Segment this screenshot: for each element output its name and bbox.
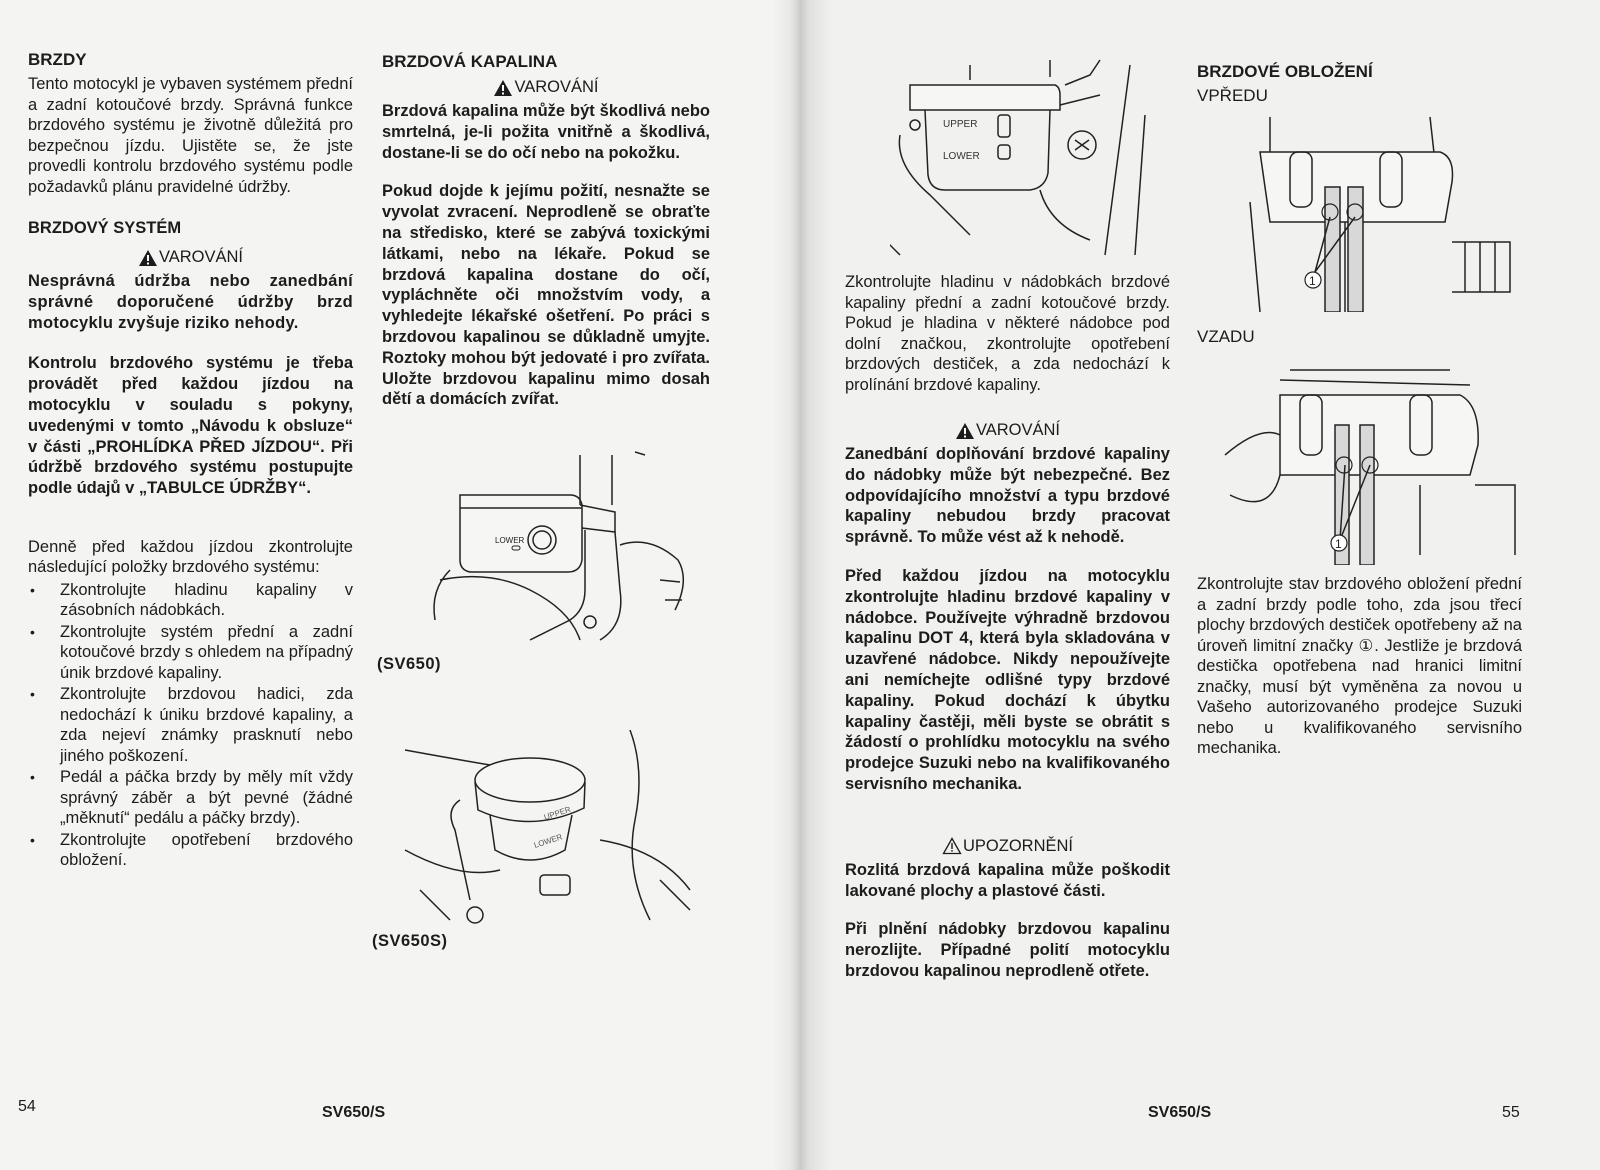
brakes-heading: BRZDY	[28, 50, 87, 69]
front-brake-pads-figure	[1230, 112, 1520, 312]
pads-text-block	[1197, 574, 1522, 759]
rear-label: VZADU	[1197, 327, 1255, 346]
warning-triangle-icon	[955, 422, 975, 440]
lower-mark-label: LOWER	[532, 832, 564, 850]
upper-mark-label: UPPER	[943, 119, 978, 130]
reservoir-drawing	[400, 730, 700, 930]
daily-check-intro: Denně před každou jízdou zkontrolujte následující položky brzdového systému:	[28, 537, 353, 577]
warning-label-text: VAROVÁNÍ	[975, 421, 1061, 439]
list-item: • Pedál a páčka brzdy by měly mít vždy správný záběr a být pevné (žádné „měknutí“ pedálu a páčky brzdy).	[28, 767, 353, 829]
warning-label-1	[28, 248, 353, 267]
model-label-left: SV650/S	[322, 1104, 386, 1121]
brake-system-heading: BRZDOVÝ SYSTÉM	[28, 219, 182, 237]
brake-control-text: Kontrolu brzdového systému je třeba provádět před každou jízdou na motocyklu v souladu s pokyny, uvedenými v tomto „Návodu k obsluze“ v části „PROHLÍDKA PŘED JÍZDOU“. Při údržbě brzdového systému postupujte podle údajů v „TABULCE ÚDRŽBY“.	[28, 354, 353, 498]
warning-label-2	[382, 78, 710, 97]
left-column-1	[28, 50, 353, 872]
wear-limit-marker: 1	[1335, 537, 1342, 551]
list-item: • Zkontrolujte hladinu kapaliny v zásobních nádobkách.	[28, 580, 353, 621]
model-label-right: SV650/S	[1148, 1104, 1212, 1121]
pads-drawing	[1220, 365, 1520, 565]
lower-mark-label: LOWER	[495, 536, 525, 545]
pads-drawing	[1230, 112, 1520, 312]
dot4-fluid-text: Před každou jízdou na motocyklu zkontrolujte hladinu brzdové kapaliny v nádobce. Používejte výhradně brzdovou kapalinu DOT 4, která byla skladována v uzavřené nádobce. Nikdy nepoužívejte ani nemíchejte odlišné typy brzdové kapaliny. Pokud dochází k úbytku kapaliny častěji, měli byste se obrátit s žádostí o prohlídku motocyklu na svého prodejce Suzuki nebo na kvalifikovaného servisního mechanika.	[845, 566, 1170, 793]
right-column-2	[1197, 62, 1527, 110]
figure-caption-sv650: (SV650)	[377, 655, 442, 673]
caution-label	[845, 837, 1170, 856]
page-number-left: 54	[18, 1098, 36, 1115]
caution-text-1: Rozlitá brzdová kapalina může poškodit lakované plochy a plastové části.	[845, 860, 1170, 900]
pads-check-text: Zkontrolujte stav brzdového obložení přední a zadní brzdy podle toho, zda jsou třecí plochy brzdových destiček opotřebeny až na úroveň limitní značky ①. Jestliže je brzdová destička opotřebena nad hranici limitní značky, musí být vyměněna za novou u Vašeho autorizovaného prodejce Suzuki nebo u kvalifikovaného servisního mechanika.	[1197, 575, 1522, 757]
warning-label-text: VAROVÁNÍ	[514, 78, 599, 96]
rear-reservoir-sv650s-figure	[400, 730, 700, 930]
left-page	[0, 0, 790, 1170]
fluid-warning-text-2: Pokud dojde k jejímu požití, nesnažte se vyvolat zvracení. Neprodleně se obraťte na středisko, které se zabývá toxickými látkami, nebo na lékaře. Pokud se brzdová kapalina dostane do očí, vypláchněte oči množstvím vody, a vyhledejte lékařské ošetření. Po práci s brzdovou kapalinou se důkladně umyjte. Roztoky mohou být jedovaté i pro zvířata. Uložte brzdovou kapalinu mimo dosah dětí a domácích zvířat.	[382, 182, 710, 409]
page-number-right: 55	[1502, 1104, 1520, 1121]
fluid-level-check-text: Zkontrolujte hladinu v nádobkách brzdové kapaliny přední a zadní kotoučové brzdy. Pokud je hladina v některé nádobce pod dolní značkou, zkontrolujte opotřebení brzdových destiček, a zda nedochází k prolínání brzdové kapaliny.	[845, 273, 1170, 394]
daily-checklist	[28, 580, 353, 871]
front-reservoir-sv650-figure	[420, 450, 700, 650]
right-column-1	[845, 272, 1170, 982]
warning-triangle-icon	[138, 249, 158, 267]
brake-pads-heading: BRZDOVÉ OBLOŽENÍ	[1197, 62, 1373, 81]
brakes-intro-text: Tento motocykl je vybaven systémem přední a zadní kotoučové brzdy. Správná funkce brzdového systému je životně důležitá pro bezpečnou jízdu. Ujistěte se, že jste provedli kontrolu brzdového systému podle požadavků plánu pravidelné údržby.	[28, 75, 353, 196]
brake-fluid-heading: BRZDOVÁ KAPALINA	[382, 52, 558, 71]
upper-mark-label: UPPER	[542, 804, 572, 822]
refill-warning-text: Zanedbání doplňování brzdové kapaliny do nádobky může být nebezpečné. Bez odpovídajícího množství a typu brzdové kapaliny nebudou brzdy pracovat správně. To může vést až k nehodě.	[845, 445, 1170, 547]
fluid-warning-text-1: Brzdová kapalina může být škodlivá nebo smrtelná, je-li požita vnitřně a škodlivá, dostane-li se do očí nebo na pokožku.	[382, 102, 710, 162]
left-column-2	[382, 52, 710, 410]
list-item: • Zkontrolujte brzdovou hadici, zda nedochází k úniku brzdové kapaliny, a zda nejeví známky prasknutí nebo jiného poškození.	[28, 684, 353, 766]
caution-text-2: Při plnění nádobky brzdovou kapalinu nerozlijte. Případné polití motocyklu brzdovou kapalinou neprodleně otřete.	[845, 920, 1170, 980]
reservoir-drawing	[420, 450, 700, 650]
warning-triangle-icon	[493, 79, 513, 97]
front-label: VPŘEDU	[1197, 86, 1268, 105]
lower-mark-label: LOWER	[943, 151, 980, 162]
list-item: • Zkontrolujte systém přední a zadní kotoučové brzdy s ohledem na případný únik brzdové kapaliny.	[28, 622, 353, 684]
wear-limit-marker: 1	[1309, 274, 1316, 288]
caution-label-text: UPOZORNĚNÍ	[962, 836, 1073, 855]
warning-label-3	[845, 421, 1170, 440]
reservoir-level-figure	[890, 55, 1180, 265]
reservoir-drawing	[890, 55, 1180, 265]
warning-label-text: VAROVÁNÍ	[158, 248, 244, 266]
right-page	[790, 0, 1600, 1170]
warning-text-maintenance: Nesprávná údržba nebo zanedbání správné doporučené údržby brzd motocyklu zvyšuje riziko nehody.	[28, 272, 353, 332]
rear-brake-pads-figure	[1220, 365, 1520, 565]
list-item: • Zkontrolujte opotřebení brzdového obložení.	[28, 830, 353, 871]
caution-triangle-icon	[942, 837, 962, 855]
figure-caption-sv650s: (SV650S)	[372, 932, 448, 950]
